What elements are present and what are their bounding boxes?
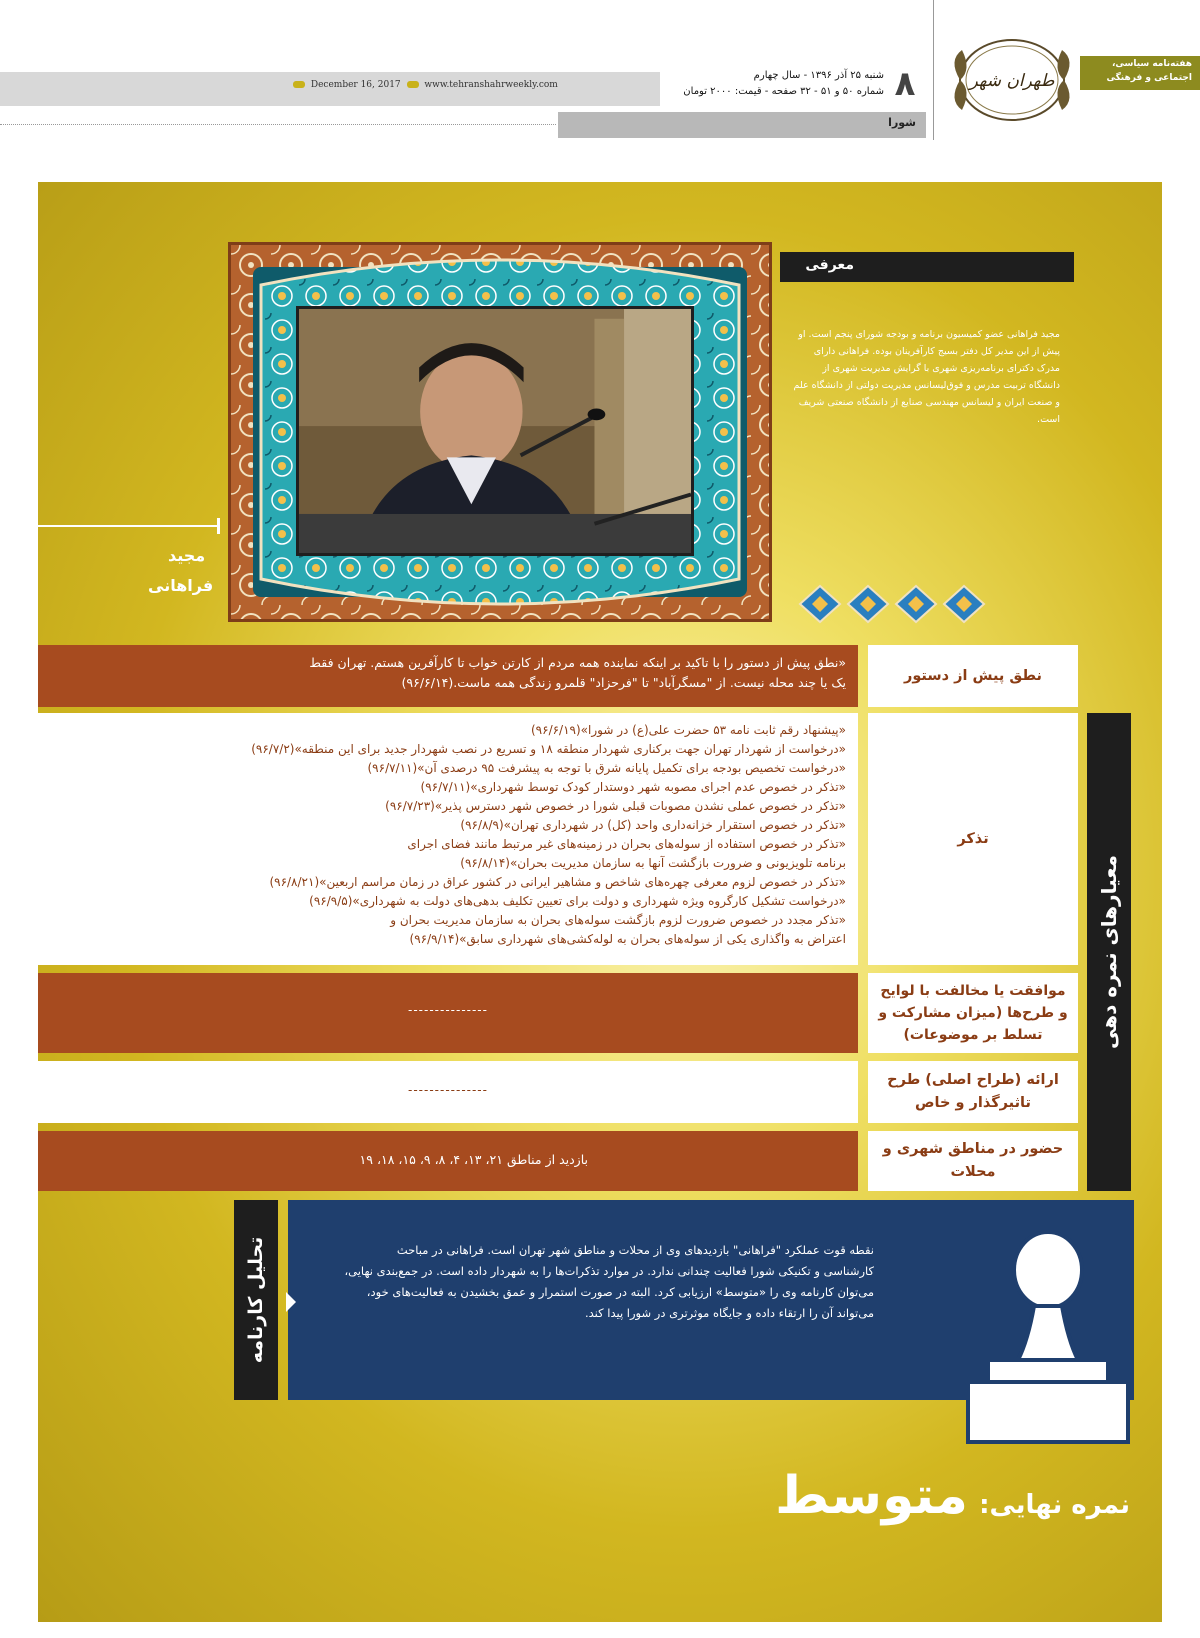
score-row-votes-label: موافقت یا مخالفت با لوایح و طرح‌ها (میزان مشارکت و تسلط بر موضوعات) bbox=[868, 973, 1078, 1053]
portrait-photo bbox=[296, 306, 694, 556]
diamond-icon bbox=[896, 586, 936, 622]
scoring-criteria-label bbox=[1087, 713, 1131, 1191]
section-name: شورا bbox=[888, 116, 916, 129]
tagline-line-1: هفته‌نامه سیاسی، bbox=[1111, 59, 1192, 69]
diamond-icon bbox=[800, 586, 840, 622]
reminders-list: «پیشنهاد رقم ثابت نامه ۵۳ حضرت علی(ع) در شورا»(۹۶/۶/۱۹) «درخواست از شهردار تهران جهت برکناری شهردار منطقه ۱۸ و تسریع در نصب شهردار جدید برای این منطقه»(۹۶/۷/۲) «درخواست تخصیص بودجه برای تکمیل پایانه شرق با توجه به پیشرفت ۹۵ درصدی آن»(۹۶/۷/۱۱) «تذکر در خصوص عدم اجرای مصوبه شهر دوستدار کودک توسط شهرداری»(۹۶/۷/۱۱) «تذکر در خصوص عملی نشدن مصوبات قبلی شورا در خصوص شهر دسترس پذیر»(۹۶/۷/۲۳) «تذکر در خصوص استقرار خزانه‌داری واحد (کل) در شهرداری تهران»(۹۶/۸/۹) «تذکر در خصوص استفاده از سوله‌های بحران در زمینه‌های غیر مرتبط مانند فضای اجرای برنامه تلویزیونی و ضرورت بازگشت آنها به سازمان مدیریت بحران»(۹۶/۸/۱۴) «تذکر در خصوص لزوم معرفی چهره‌های شاخص و مشاهیر ایرانی در کشور عراق در زمان مراسم اربعین»(۹۶/۸/۲۱) «درخواست تشکیل کارگروه ویژه شهرداری و دولت برای تعیین تکلیف بدهی‌های دولت به شهرداری»(۹۶/۹/۵) «تذکر مجدد در خصوص ضرورت لزوم بازگشت سوله‌های بحران به سازمان مدیریت بحران و اعتراض به واگذاری یکی از سوله‌های بحران به لوله‌کشی‌های شهرداری سابق»(۹۶/۹/۱۴) bbox=[251, 723, 846, 946]
score-row-speech-value bbox=[38, 645, 858, 707]
name-rule bbox=[38, 525, 220, 527]
logo-text: طهران شهر bbox=[969, 71, 1055, 91]
diamond-icon bbox=[944, 586, 984, 622]
date-web-line bbox=[290, 80, 558, 90]
score-row-votes-value bbox=[38, 973, 858, 1053]
analysis-title: تحلیل کارنامه bbox=[245, 1236, 267, 1364]
vertical-divider bbox=[933, 0, 934, 140]
member-first-name: مجید bbox=[168, 546, 206, 565]
final-grade bbox=[730, 1466, 1130, 1526]
speech-text: «نطق پیش از دستور را با تاکید بر اینکه نماینده همه مردم از کارتن خواب تا کارآفرین هستم. تهران فقط یک یا چند محله نیست. از "مسگرآباد" تا "فرحزاد" قلمرو زندگی همه ماست.(۹۶/۶/۱۴) bbox=[309, 655, 846, 690]
arrow-right-icon bbox=[286, 1292, 296, 1312]
votes-empty: --------------- bbox=[408, 1003, 488, 1017]
intro-heading: معرفی bbox=[805, 257, 854, 273]
english-date: December 16, 2017 bbox=[310, 80, 401, 90]
page-number: ۸ bbox=[894, 64, 916, 104]
score-row-reminders-value bbox=[38, 713, 858, 965]
score-row-visits-value bbox=[38, 1131, 858, 1191]
proposal-empty: --------------- bbox=[408, 1083, 488, 1097]
date-bar bbox=[0, 72, 660, 106]
score-row-speech-label: نطق پیش از دستور bbox=[868, 645, 1078, 707]
score-row-proposal-value bbox=[38, 1061, 858, 1123]
publication-logo bbox=[942, 30, 1082, 130]
diamond-icon bbox=[848, 586, 888, 622]
stamp-icon bbox=[958, 1230, 1138, 1460]
final-grade-value: متوسط bbox=[775, 1466, 968, 1526]
tagline-strip bbox=[1080, 56, 1200, 90]
issue-info bbox=[672, 68, 884, 108]
score-row-proposal-label: ارائه (طراح اصلی) طرح تاثیرگذار و خاص bbox=[868, 1061, 1078, 1123]
section-tab bbox=[558, 112, 926, 138]
tagline-line-2: اجتماعی و فرهنگی bbox=[1106, 73, 1192, 83]
analysis-text: نقطه قوت عملکرد "فراهانی" بازدیدهای وی از محلات و مناطق شهر تهران است. فراهانی در مباحث کارشناسی و تکنیکی شورا فعالیت چندانی ندارد. در موارد تذکرات‌ها را به شهردار داده است. در جمع‌بندی نهایی، می‌توان کارنامه وی را «متوسط» ارزیابی کرد. البته در صورت استمرار و عمق بخشیدن به فعالیت‌های خود، می‌تواند آن را ارتقاء داده و جایگاه موثرتری در شورا پیدا کند. bbox=[344, 1243, 874, 1320]
score-row-reminders-label: تذکر bbox=[868, 713, 1078, 965]
issue-line-2: شماره ۵۰ و ۵۱ - ۳۲ صفحه - قیمت: ۲۰۰۰ تومان bbox=[683, 86, 884, 97]
website-link[interactable]: www.tehranshahrweekly.com bbox=[424, 80, 558, 90]
dotted-divider bbox=[0, 124, 556, 125]
analysis-label bbox=[234, 1200, 278, 1400]
issue-line-1: شنبه ۲۵ آذر ۱۳۹۶ - سال چهارم bbox=[753, 70, 884, 81]
intro-heading-bar bbox=[780, 252, 1074, 282]
member-last-name: فراهانی bbox=[148, 576, 214, 595]
name-rule-tick bbox=[217, 518, 220, 534]
score-row-visits-label: حضور در مناطق شهری و محلات bbox=[868, 1131, 1078, 1191]
intro-paragraph: مجید فراهانی عضو کمیسیون برنامه و بودجه شورای پنجم است. او پیش از این مدیر کل دفتر بسیج کارآفرینان بوده. فراهانی دارای مدرک دکترای برنامه‌ریزی شهری با گرایش مدیریت شهری از دانشگاه تربیت مدرس و فوق‌لیسانس مدیریت دولتی از دانشگاه علم و صنعت ایران و لیسانس مهندسی صنایع از دانشگاه صنعتی شریف است. bbox=[793, 329, 1060, 425]
scoring-criteria-title: معیارهای نمره دهی bbox=[1097, 854, 1121, 1050]
final-grade-label: نمره نهایی: bbox=[979, 1490, 1130, 1520]
masthead bbox=[0, 0, 1200, 150]
visits-text: بازدید از مناطق ۲۱، ۱۳، ۴، ۸، ۹، ۱۵، ۱۸، ۱۹ bbox=[359, 1152, 588, 1167]
bullet-icon bbox=[407, 81, 419, 88]
bullet-icon bbox=[293, 81, 305, 88]
decorative-diamonds bbox=[796, 584, 988, 624]
